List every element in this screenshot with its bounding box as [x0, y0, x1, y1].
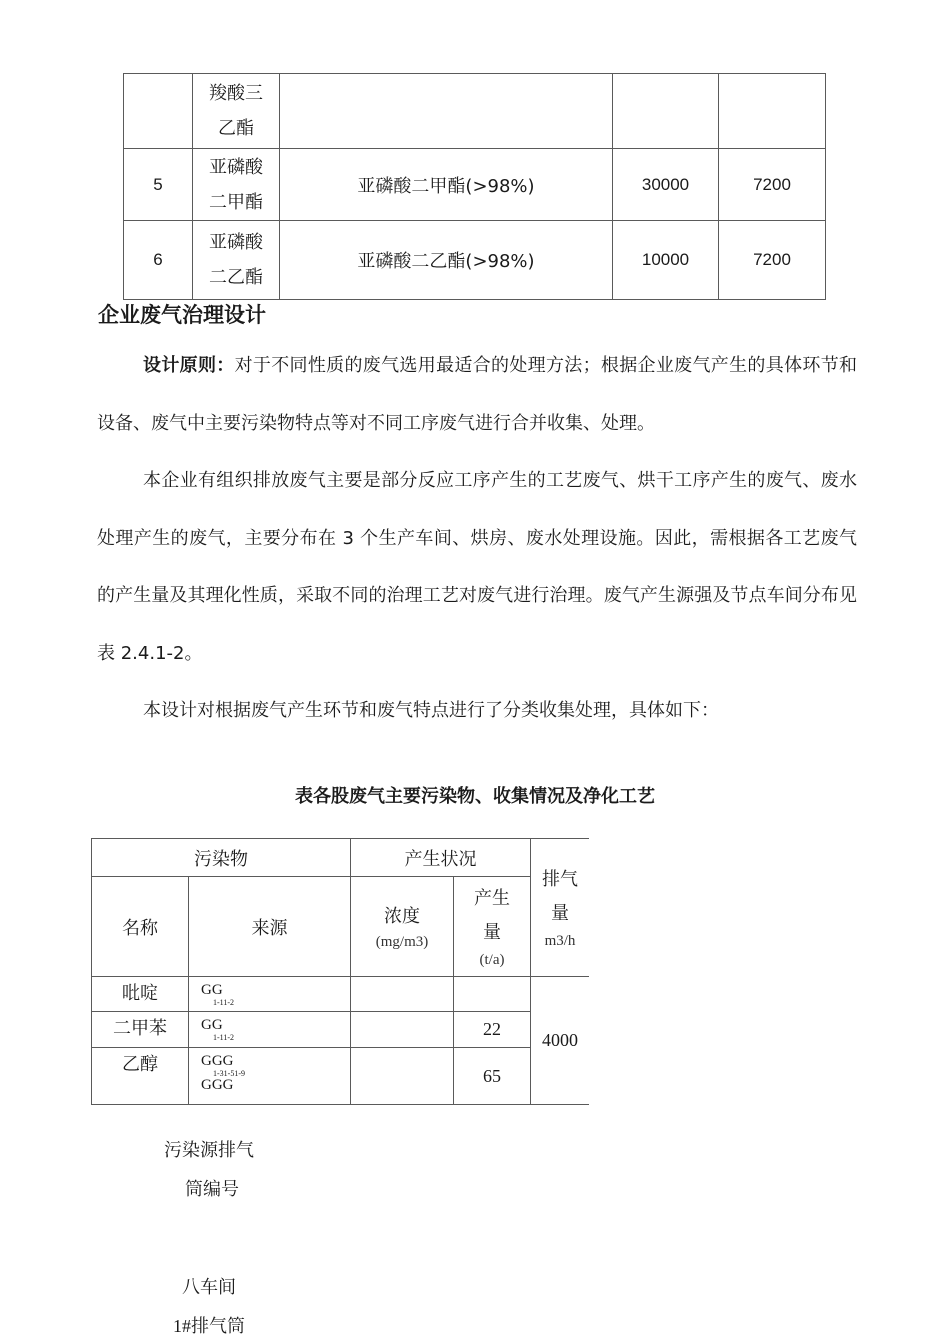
pollutant-source: GG 1-11-2: [189, 1012, 351, 1048]
run-hours: 7200: [719, 149, 826, 221]
section-heading: 企业废气治理设计: [98, 303, 266, 327]
header-pollutant: 污染物: [92, 839, 351, 877]
body-text: [97, 337, 857, 740]
pollutant-table: [91, 838, 589, 1105]
pollutant-name: 乙醇: [92, 1048, 189, 1105]
run-hours: 7200: [719, 221, 826, 300]
production-table: [123, 73, 826, 300]
pollutant-name: 吡啶: [92, 977, 189, 1012]
stack-number-label: 污染源排气: [164, 1140, 254, 1161]
output-qty: 10000: [613, 221, 719, 300]
header-source: 来源: [189, 877, 351, 977]
table-caption: 表各股废气主要污染物、收集情况及净化工艺: [295, 786, 655, 807]
pollutant-source: GG 1-11-2: [189, 977, 351, 1012]
paragraph-intro: 本设计对根据废气产生环节和废气特点进行了分类收集处理，具体如下：: [143, 700, 719, 721]
product-spec: [280, 74, 613, 149]
output-qty: [613, 74, 719, 149]
table-row: [124, 74, 826, 149]
output-qty: 30000: [613, 149, 719, 221]
pollutant-name: 二甲苯: [92, 1012, 189, 1048]
amount-value: [454, 977, 531, 1012]
row-number: 5: [124, 149, 193, 221]
exhaust-value: 4000: [531, 977, 590, 1105]
product-name: 亚磷酸 二乙酯: [193, 221, 280, 300]
pollutant-source: GGG 1-31-51-9 GGG: [189, 1048, 351, 1105]
header-name: 名称: [92, 877, 189, 977]
header-row: [92, 877, 590, 977]
table-row: [92, 1048, 590, 1105]
product-name: 羧酸三 乙酯: [193, 74, 280, 149]
concentration-value: [351, 1012, 454, 1048]
stack-id: 1#排气筒: [173, 1316, 245, 1337]
workshop-name: 八车间: [182, 1277, 236, 1298]
header-production: 产生状况: [351, 839, 531, 877]
header-exhaust: 排气 量 m3/h: [531, 839, 590, 977]
header-row: [92, 839, 590, 877]
product-spec: 亚磷酸二甲酯(>98%): [280, 149, 613, 221]
header-concentration: 浓度 (mg/m3): [351, 877, 454, 977]
paragraph-design-principle: 设计原则：对于不同性质的废气选用最适合的处理方法；根据企业废气产生的具体环节和设备、废气中主要污染物特点等对不同工序废气进行合并收集、处理。: [97, 355, 858, 434]
concentration-value: [351, 1048, 454, 1105]
row-number: [124, 74, 193, 149]
stack-number-label-line2: 筒编号: [185, 1179, 239, 1200]
table-row: [92, 977, 590, 1012]
table-row: [92, 1012, 590, 1048]
header-amount: 产生 量 (t/a): [454, 877, 531, 977]
paragraph-description: 本企业有组织排放废气主要是部分反应工序产生的工艺废气、烘干工序产生的废气、废水处理产生的废气，主要分布在 3 个生产车间、烘房、废水处理设施。因此，需根据各工艺废气的产生量及其理化性质，采取不同的治理工艺对废气进行治理。废气产生源强及节点车间分布见表 2.4.1-2。: [97, 470, 857, 664]
run-hours: [719, 74, 826, 149]
row-number: 6: [124, 221, 193, 300]
concentration-value: [351, 977, 454, 1012]
amount-value: 22: [454, 1012, 531, 1048]
table-row: [124, 149, 826, 221]
amount-value: 65: [454, 1048, 531, 1105]
table-row: [124, 221, 826, 300]
product-name: 亚磷酸 二甲酯: [193, 149, 280, 221]
product-spec: 亚磷酸二乙酯(>98%): [280, 221, 613, 300]
